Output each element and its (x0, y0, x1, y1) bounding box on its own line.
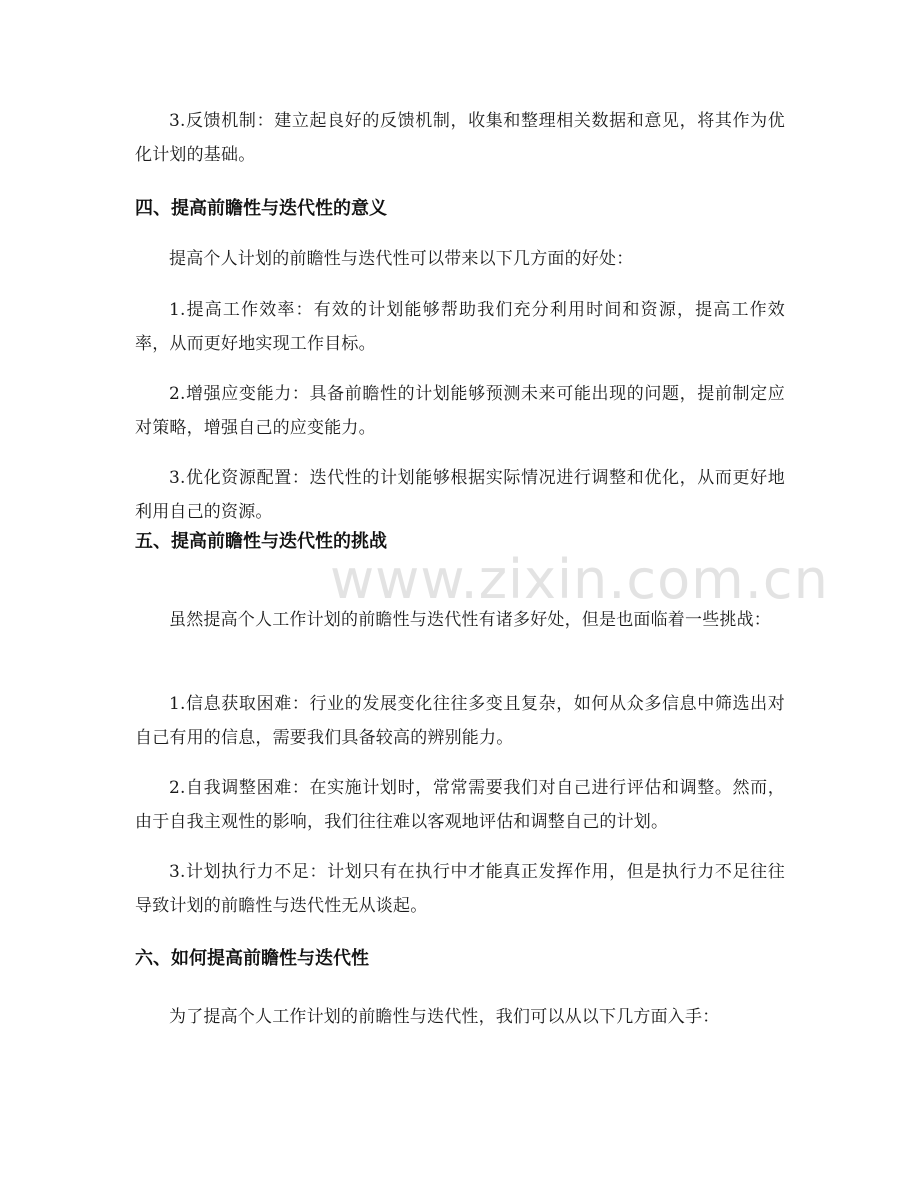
paragraph-challenge-execution: 3.计划执行力不足：计划只有在执行中才能真正发挥作用，但是执行力不足往往导致计划的前瞻性与迭代性无从谈起。 (135, 862, 785, 916)
watermark: www.zixin.com.cn (330, 548, 829, 611)
section-heading-5: 五、提高前瞻性与迭代性的挑战 (135, 531, 387, 552)
paragraph-benefit-adaptability: 2.增强应变能力：具备前瞻性的计划能够预测未来可能出现的问题，提前制定应对策略，增强自己的应变能力。 (135, 384, 785, 438)
paragraph-challenge-information: 1.信息获取困难：行业的发展变化往往多变且复杂，如何从众多信息中筛选出对自己有用的信息，需要我们具备较高的辨别能力。 (135, 694, 785, 748)
section-heading-6: 六、如何提高前瞻性与迭代性 (135, 948, 369, 969)
paragraph-benefit-efficiency: 1.提高工作效率：有效的计划能够帮助我们充分利用时间和资源，提高工作效率，从而更好地实现工作目标。 (135, 300, 785, 354)
paragraph-benefits-intro: 提高个人计划的前瞻性与迭代性可以带来以下几方面的好处： (169, 249, 634, 269)
paragraph-methods-intro: 为了提高个人工作计划的前瞻性与迭代性，我们可以从以下几方面入手： (169, 1007, 720, 1027)
section-heading-4: 四、提高前瞻性与迭代性的意义 (135, 198, 387, 219)
paragraph-challenge-self-adjustment: 2.自我调整困难：在实施计划时，常常需要我们对自己进行评估和调整。然而，由于自我主观性的影响，我们往往难以客观地评估和调整自己的计划。 (135, 778, 785, 832)
paragraph-benefit-resources: 3.优化资源配置：迭代性的计划能够根据实际情况进行调整和优化，从而更好地利用自己的资源。 (135, 468, 785, 522)
paragraph-feedback-mechanism: 3.反馈机制：建立起良好的反馈机制，收集和整理相关数据和意见，将其作为优化计划的基础。 (135, 111, 785, 165)
paragraph-challenges-intro: 虽然提高个人工作计划的前瞻性与迭代性有诸多好处，但是也面临着一些挑战： (169, 610, 771, 630)
